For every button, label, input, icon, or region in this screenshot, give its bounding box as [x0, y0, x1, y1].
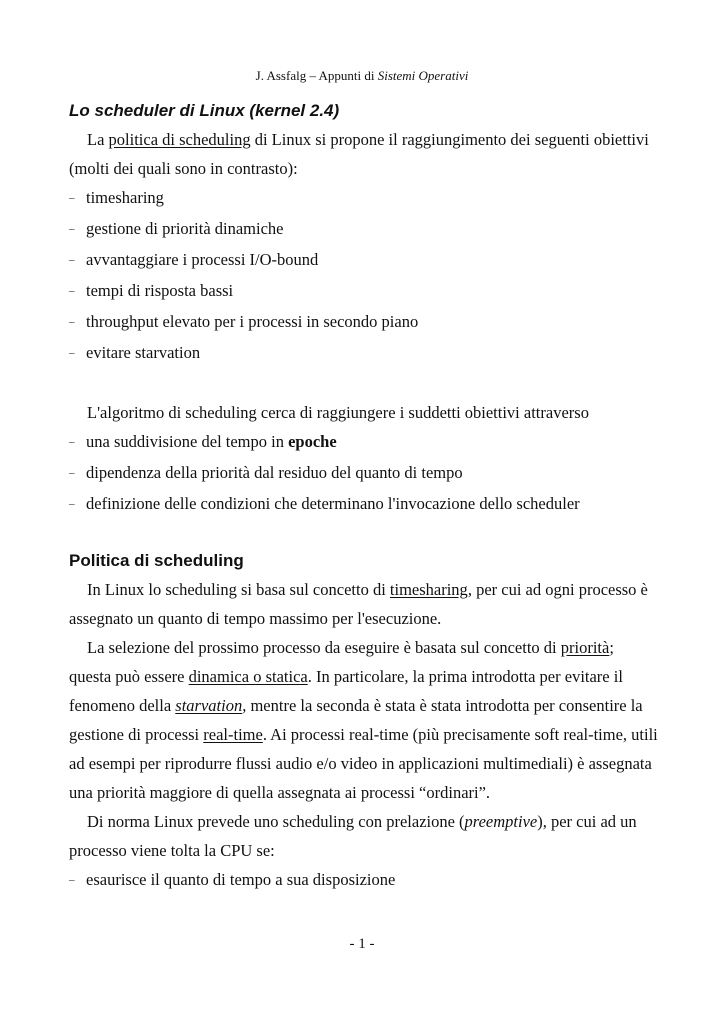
- text-run: Di norma Linux prevede uno scheduling con prelazione (: [87, 812, 465, 831]
- underlined-term: politica di scheduling: [108, 130, 251, 149]
- list-item: [69, 276, 659, 307]
- list-item: [69, 489, 659, 520]
- bold-term: epoche: [288, 432, 337, 451]
- timesharing-paragraph: [69, 575, 659, 633]
- text-run: La selezione del prossimo processo da eseguire è basata sul concetto di: [87, 638, 561, 657]
- list-item-text: dipendenza della priorità dal residuo del quanto di tempo: [86, 463, 463, 482]
- list-item-text: tempi di risposta bassi: [86, 281, 234, 300]
- text-run: una suddivisione del tempo in: [86, 432, 289, 451]
- running-header: [0, 68, 724, 84]
- page-content: [69, 96, 659, 896]
- dash-bullet: –: [69, 467, 75, 479]
- list-item-text: [86, 427, 337, 458]
- dash-bullet: –: [69, 316, 75, 328]
- dash-bullet: –: [69, 223, 75, 235]
- list-item: [69, 214, 659, 245]
- underlined-term: priorità: [560, 638, 610, 657]
- spacer: [69, 520, 659, 546]
- text-run: ; questa può essere: [69, 638, 614, 686]
- text-run: ), per cui ad un processo viene tolta la CPU se:: [69, 812, 637, 860]
- list-item-text: esaurisce il quanto di tempo a sua disposizione: [86, 870, 396, 889]
- list-item: [69, 183, 659, 214]
- dash-bullet: –: [69, 347, 75, 359]
- dash-bullet: –: [69, 254, 75, 266]
- dash-bullet: –: [69, 498, 75, 510]
- section-title-linux-scheduler: Lo scheduler di Linux (kernel 2.4): [69, 101, 340, 120]
- list-item-text: throughput elevato per i processi in secondo piano: [86, 312, 419, 331]
- header-author: J. Assfalg – Appunti di: [255, 68, 378, 83]
- text-run: , per cui ad ogni processo è assegnato un quanto di tempo massimo per l'esecuzione.: [69, 580, 648, 628]
- text-run: di Linux si propone il raggiungimento dei seguenti obiettivi (molti dei quali sono in contrasto):: [69, 130, 649, 178]
- text-run: , mentre la seconda è stata è stata introdotta per consentire la gestione di processi: [69, 696, 643, 744]
- dash-bullet: –: [69, 192, 75, 204]
- list-item: [69, 245, 659, 276]
- underlined-term: timesharing: [389, 580, 468, 599]
- list-item-text: gestione di priorità dinamiche: [86, 219, 284, 238]
- intro-paragraph: [69, 125, 659, 183]
- list-item: [69, 307, 659, 338]
- underlined-term: dinamica o statica: [188, 667, 308, 686]
- list-item-text: definizione delle condizioni che determinano l'invocazione dello scheduler: [86, 494, 580, 513]
- underlined-italic-term: starvation: [175, 696, 243, 715]
- list-item-text: avvantaggiare i processi I/O-bound: [86, 250, 319, 269]
- dash-bullet: –: [69, 285, 75, 297]
- dash-bullet: –: [69, 436, 75, 448]
- spacer: [69, 369, 659, 398]
- list-item-text: timesharing: [86, 188, 164, 207]
- list-item: [69, 865, 659, 896]
- priority-paragraph: [69, 633, 659, 807]
- list-item-text: evitare starvation: [86, 343, 201, 362]
- italic-term: preemptive: [464, 812, 538, 831]
- text-run: La: [87, 130, 109, 149]
- preemption-paragraph: [69, 807, 659, 865]
- text-run: . Ai processi real-time (più precisamente soft real-time, utili ad esempi per riprodurre flussi audio e/o video in applicazioni multimediali) è assegnata una priorità maggiore di quella assegnata ai processi “ordinari”.: [69, 725, 658, 802]
- section-title-scheduling-policy: Politica di scheduling: [69, 551, 244, 570]
- text-run: . In particolare, la prima introdotta per evitare il fenomeno della: [69, 667, 623, 715]
- dash-bullet: –: [69, 874, 75, 886]
- header-course: Sistemi Operativi: [377, 68, 469, 83]
- algorithm-paragraph: L'algoritmo di scheduling cerca di raggiungere i suddetti obiettivi attraverso: [87, 403, 589, 422]
- list-item: [69, 458, 659, 489]
- list-item: [69, 338, 659, 369]
- text-run: In Linux lo scheduling si basa sul concetto di: [87, 580, 390, 599]
- underlined-term: real-time: [203, 725, 263, 744]
- list-item: [69, 427, 659, 458]
- page-number: - 1 -: [349, 936, 375, 952]
